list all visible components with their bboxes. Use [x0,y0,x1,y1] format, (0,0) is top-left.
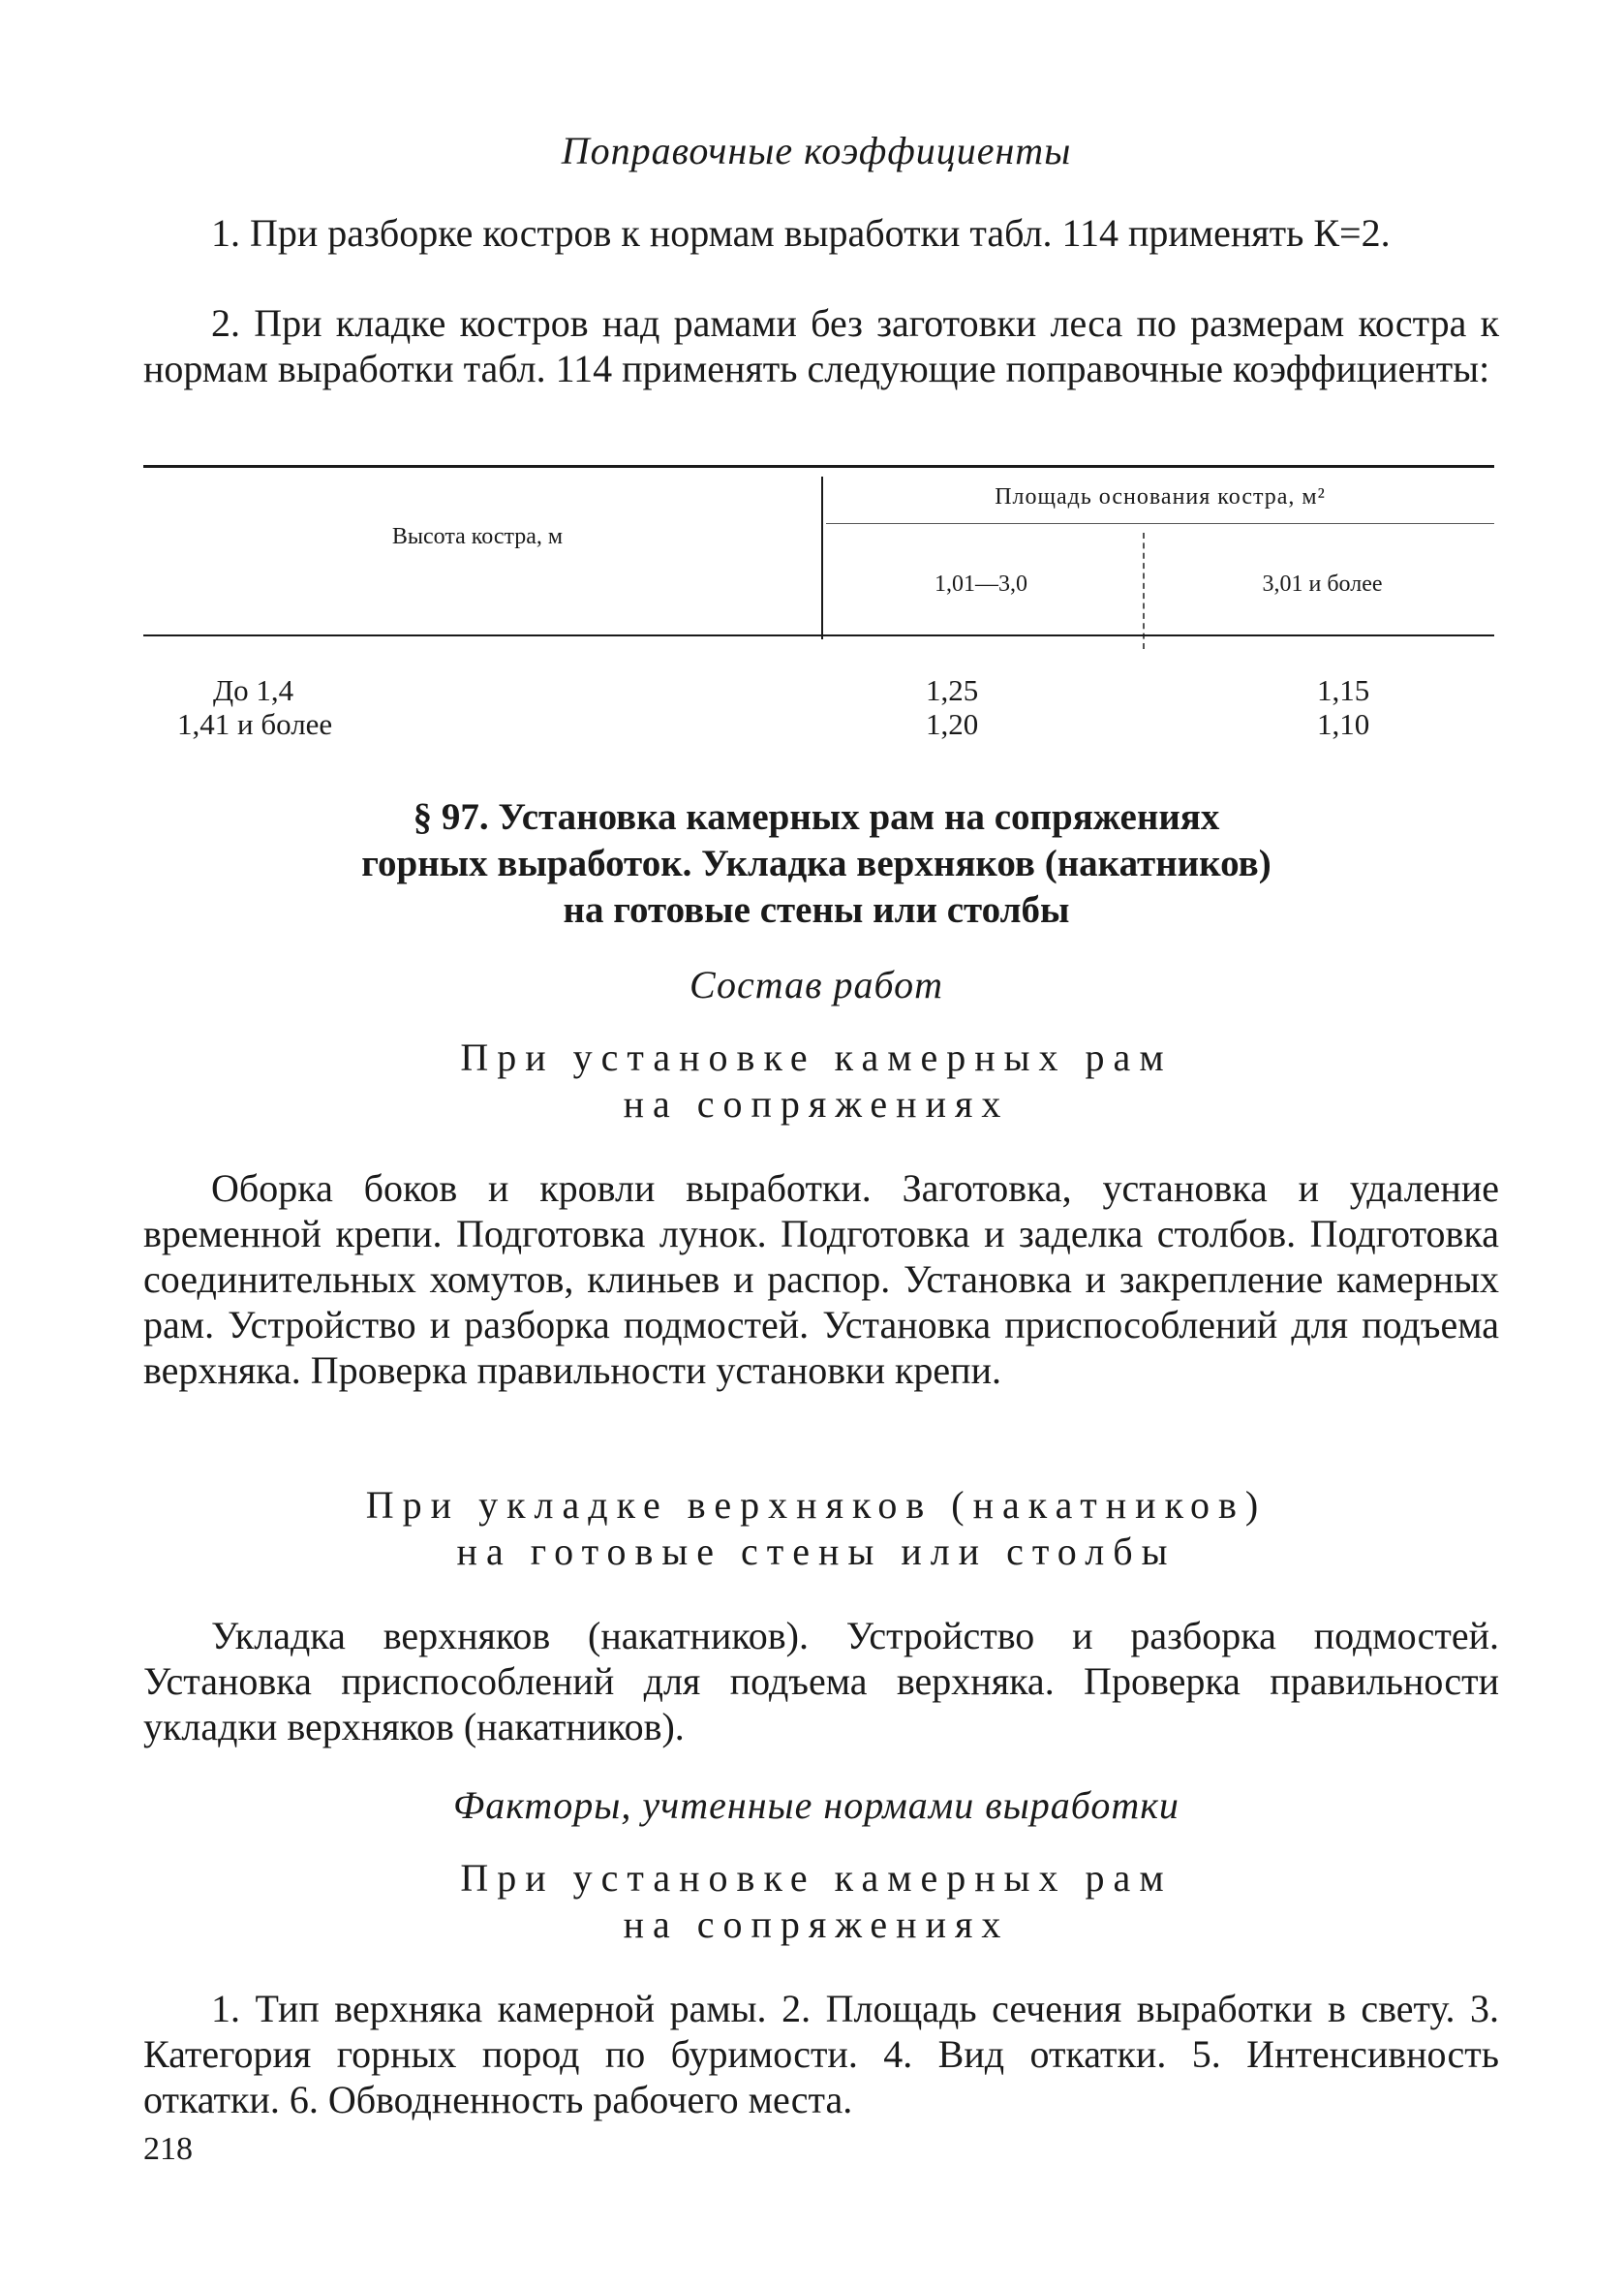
section-title-line: § 97. Установка камерных рам на сопряжениях [413,796,1220,838]
subheading-frames-factors [143,1855,1489,1948]
subheading-line: на сопряжениях [623,1082,1010,1126]
subheading-line: на готовые стены или столбы [456,1530,1177,1573]
section-title-line: на готовые стены или столбы [563,889,1070,931]
page-number: 218 [143,2131,193,2167]
correction-table [143,465,1494,746]
subheading-line: на сопряжениях [623,1902,1010,1946]
correction-item-2: 2. При кладке костров над рамами без заготовки леса по размерам костра к нормам выработки табл. 114 применять следующие поправочные коэффициенты: [143,301,1499,390]
correction-heading: Поправочные коэффициенты [561,129,1072,172]
table-subheader-2: 3,01 и более [1262,572,1383,597]
table-row-value: 1,25 [926,673,979,707]
subheading-beams [143,1482,1489,1575]
subheading-frames [143,1035,1489,1128]
section-title [143,794,1489,934]
table-col-divider [821,477,823,639]
correction-item-1: 1. При разборке костров к нормам выработки табл. 114 применять К=2. [211,211,1391,255]
work-scope-paragraph-1: Оборка боков и кровли выработки. Заготовка, установка и удаление временной крепи. Подготовка лунок. Подготовка и заделка столбов. Подготовка соединительных хомутов, клиньев и распор. Установка и закрепление камерных рам. Устройство и разборка подмостей. Установка приспособлений для подъема верхняка. Проверка правильности установки крепи. [143,1166,1499,1392]
subheading-line: При установке камерных рам [460,1856,1173,1900]
work-scope-heading: Состав работ [689,963,943,1006]
subheading-line: При укладке верхняков (накатников) [365,1483,1268,1527]
section-title-line: горных выработок. Укладка верхняков (накатников) [361,843,1272,884]
table-row-label: 1,41 и более [177,707,333,741]
factors-heading: Факторы, учтенные нормами выработки [453,1783,1180,1827]
table-header-subrule [826,523,1494,524]
work-scope-paragraph-2: Укладка верхняков (накатников). Устройство и разборка подмостей. Установка приспособлений для подъема верхняка. Проверка правильности укладки верхняков (накатников). [143,1614,1499,1748]
table-header-height: Высота костра, м [391,524,564,549]
factors-paragraph: 1. Тип верхняка камерной рамы. 2. Площадь сечения выработки в свету. 3. Категория горных пород по буримости. 4. Вид откатки. 5. Интенсивность откатки. 6. Обводненность рабочего места. [143,1987,1499,2121]
table-row-value: 1,10 [1317,707,1370,741]
table-subcol-divider [1143,533,1145,649]
table-row-value: 1,20 [926,707,979,741]
table-subheader-1: 1,01—3,0 [935,572,1027,597]
table-top-rule [143,465,1494,468]
table-row-value: 1,15 [1317,673,1370,707]
document-page [143,0,1499,2288]
subheading-line: При установке камерных рам [460,1036,1173,1079]
table-header-bottom-rule [143,634,1494,636]
table-row-label: До 1,4 [213,673,294,707]
table-header-area: Площадь основания костра, м² [995,484,1326,510]
